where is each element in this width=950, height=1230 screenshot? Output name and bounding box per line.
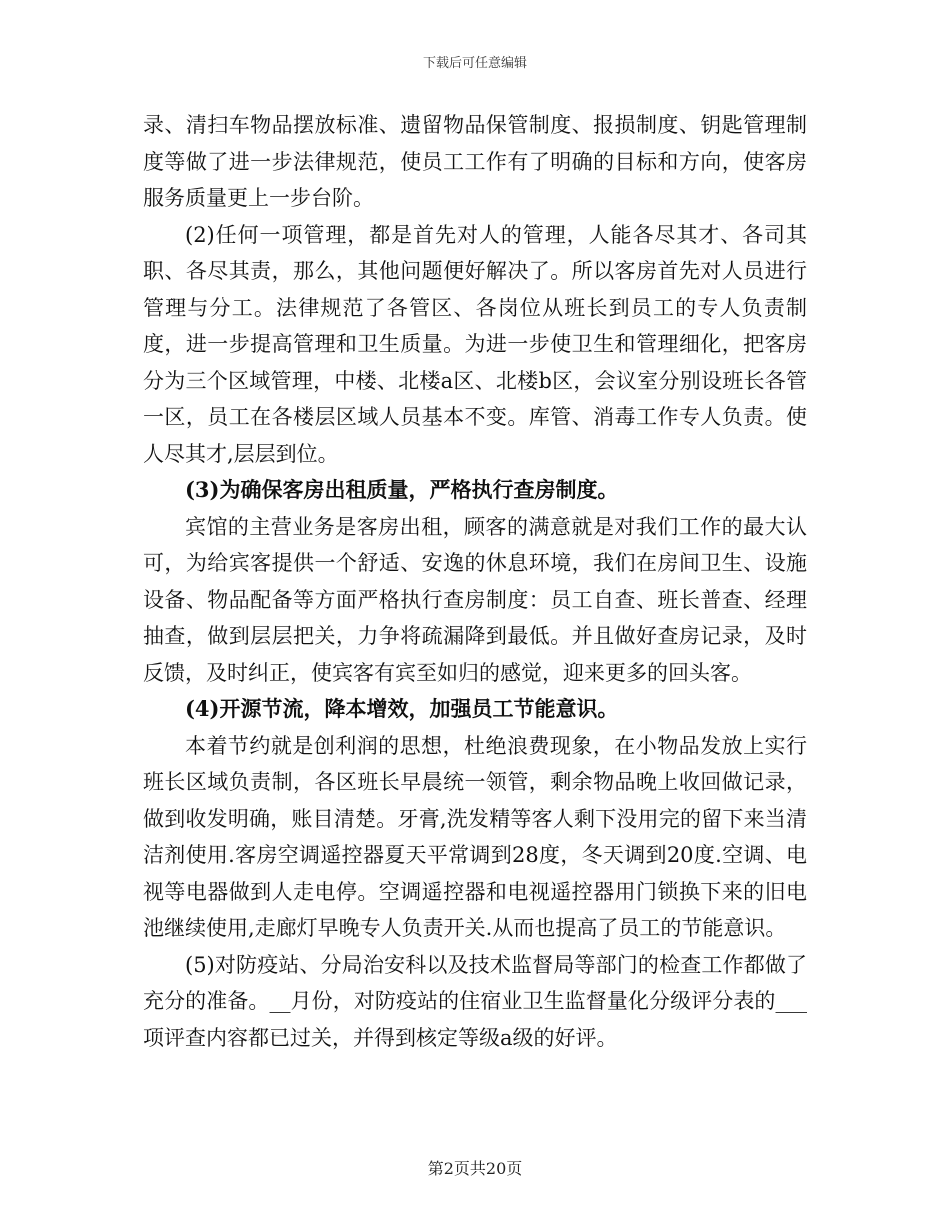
paragraph-room-inspection: 宾馆的主营业务是客房出租，顾客的满意就是对我们工作的最大认可，为给宾客提供一个舒适、安逸的休息环境，我们在房间卫生、设施设备、物品配备等方面严格执行查房制度：员工自查、班长普查、经理抽查，做到层层把关，力争将疏漏降到最低。并且做好查房记录，及时反馈，及时纠正，使宾客有宾至如归的感觉，迎来更多的回头客。	[143, 514, 807, 685]
paragraph-energy-saving: 本着节约就是创利润的思想，杜绝浪费现象，在小物品发放上实行班长区域负责制，各区班长早晨统一领管，剩余物品晚上收回做记录，做到收发明确，账目清楚。牙膏,洗发精等客人剩下没用完的留下来当清洁剂使用.客房空调遥控器夏天平常调到28度，冬天调到20度.空调、电视等电器做到人走电停。空调遥控器和电视遥控器用门锁换下来的旧电池继续使用,走廊灯早晚专人负责开关.从而也提高了员工的节能意识。	[143, 733, 807, 940]
paragraph-staff-management: (2)任何一项管理，都是首先对人的管理，人能各尽其才、各司其职、各尽其责，那么，其他问题便好解决了。所以客房首先对人员进行管理与分工。法律规范了各管区、各岗位从班长到员工的专人负责制度，进一步提高管理和卫生质量。为进一步使卫生和管理细化，把客房分为三个区域管理，中楼、北楼a区、北楼b区，会议室分别设班长各管一区，员工在各楼层区域人员基本不变。库管、消毒工作专人负责。使人尽其才,层层到位。	[143, 222, 807, 466]
paragraph-inspections: (5)对防疫站、分局治安科以及技术监督局等部门的检查工作都做了充分的准备。__月份，对防疫站的住宿业卫生监督量化分级评分表的___项评查内容都已过关，并得到核定等级a级的好评。	[143, 952, 807, 1050]
page-header: 下载后可任意编辑	[422, 56, 527, 71]
heading-energy-saving: (4)开源节流，降本增效，加强员工节能意识。	[185, 696, 619, 721]
page-footer: 第2页共20页	[427, 1159, 523, 1178]
paragraph-continued: 录、清扫车物品摆放标准、遗留物品保管制度、报损制度、钥匙管理制度等做了进一步法律规范，使员工工作有了明确的目标和方向，使客房服务质量更上一步台阶。	[143, 113, 807, 210]
heading-room-inspection: (3)为确保客房出租质量，严格执行查房制度。	[185, 477, 619, 502]
document-body	[143, 107, 807, 1056]
